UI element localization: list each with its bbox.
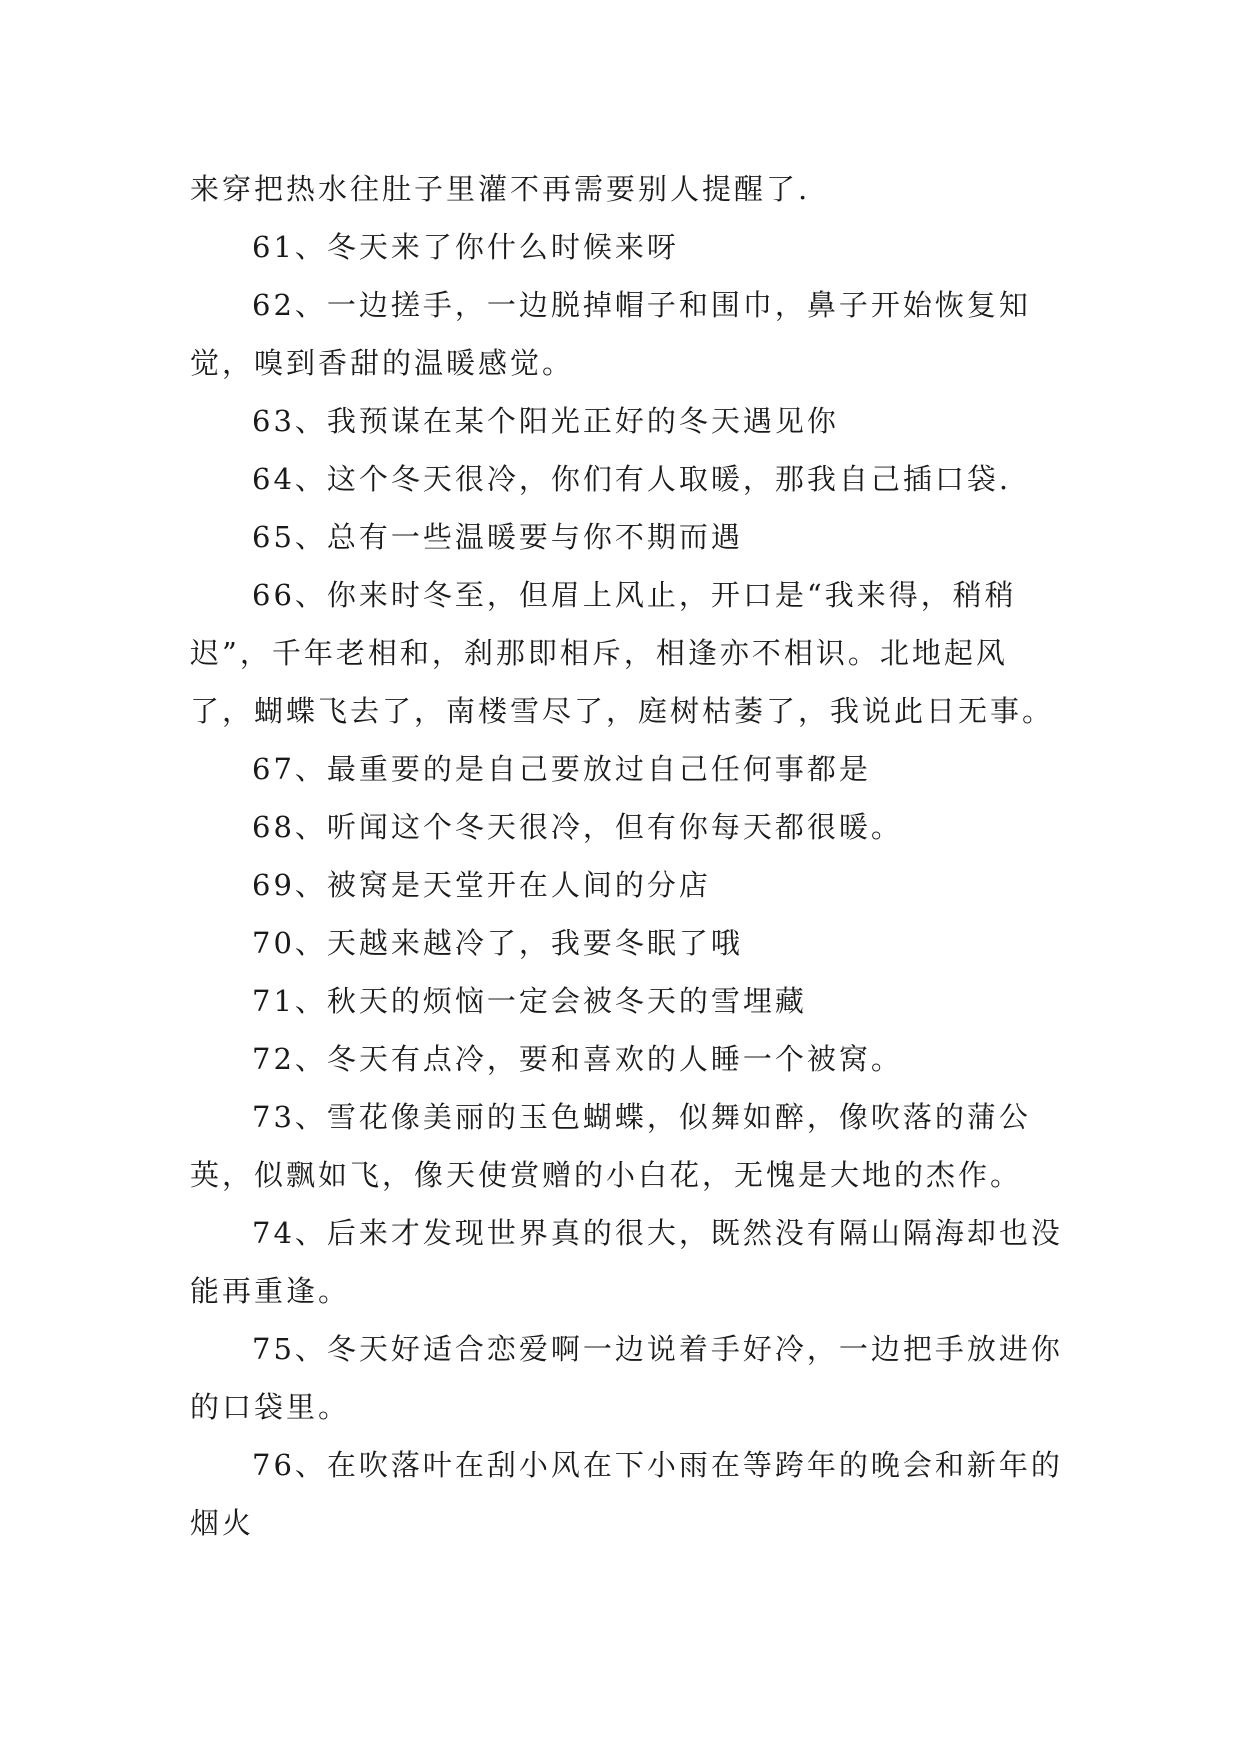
paragraph-70: 70、天越来越冷了，我要冬眠了哦 [252, 926, 743, 960]
paragraph-65: 65、总有一些温暖要与你不期而遇 [252, 520, 743, 554]
paragraph-61: 61、冬天来了你什么时候来呀 [252, 230, 679, 264]
document-body [190, 160, 1070, 1552]
paragraph-76: 76、在吹落叶在刮小风在下小雨在等跨年的晚会和新年的烟火 [190, 1448, 1063, 1540]
paragraph-68: 68、听闻这个冬天很冷，但有你每天都很暖。 [252, 810, 903, 844]
paragraph-67: 67、最重要的是自己要放过自己任何事都是 [252, 752, 871, 786]
paragraph-62: 62、一边搓手，一边脱掉帽子和围巾，鼻子开始恢复知觉，嗅到香甜的温暖感觉。 [190, 288, 1031, 380]
paragraph-73: 73、雪花像美丽的玉色蝴蝶，似舞如醉，像吹落的蒲公英，似飘如飞，像天使赏赠的小白花，无愧是大地的杰作。 [190, 1100, 1031, 1192]
paragraph-71: 71、秋天的烦恼一定会被冬天的雪埋藏 [252, 984, 807, 1018]
paragraph-66: 66、你来时冬至，但眉上风止，开口是“我来得，稍稍迟”，千年老相和，刹那即相斥，相逢亦不相识。北地起风了，蝴蝶飞去了，南楼雪尽了，庭树枯萎了，我说此日无事。 [190, 578, 1055, 728]
paragraph-72: 72、冬天有点冷，要和喜欢的人睡一个被窝。 [252, 1042, 903, 1076]
paragraph-64: 64、这个冬天很冷，你们有人取暖，那我自己插口袋. [252, 462, 1012, 496]
paragraph-74: 74、后来才发现世界真的很大，既然没有隔山隔海却也没能再重逢。 [190, 1216, 1063, 1308]
paragraph-75: 75、冬天好适合恋爱啊一边说着手好冷，一边把手放进你的口袋里。 [190, 1332, 1063, 1424]
paragraph-69: 69、被窝是天堂开在人间的分店 [252, 868, 711, 902]
paragraph-63: 63、我预谋在某个阳光正好的冬天遇见你 [252, 404, 839, 438]
paragraph-continuation: 来穿把热水往肚子里灌不再需要别人提醒了. [190, 172, 811, 206]
